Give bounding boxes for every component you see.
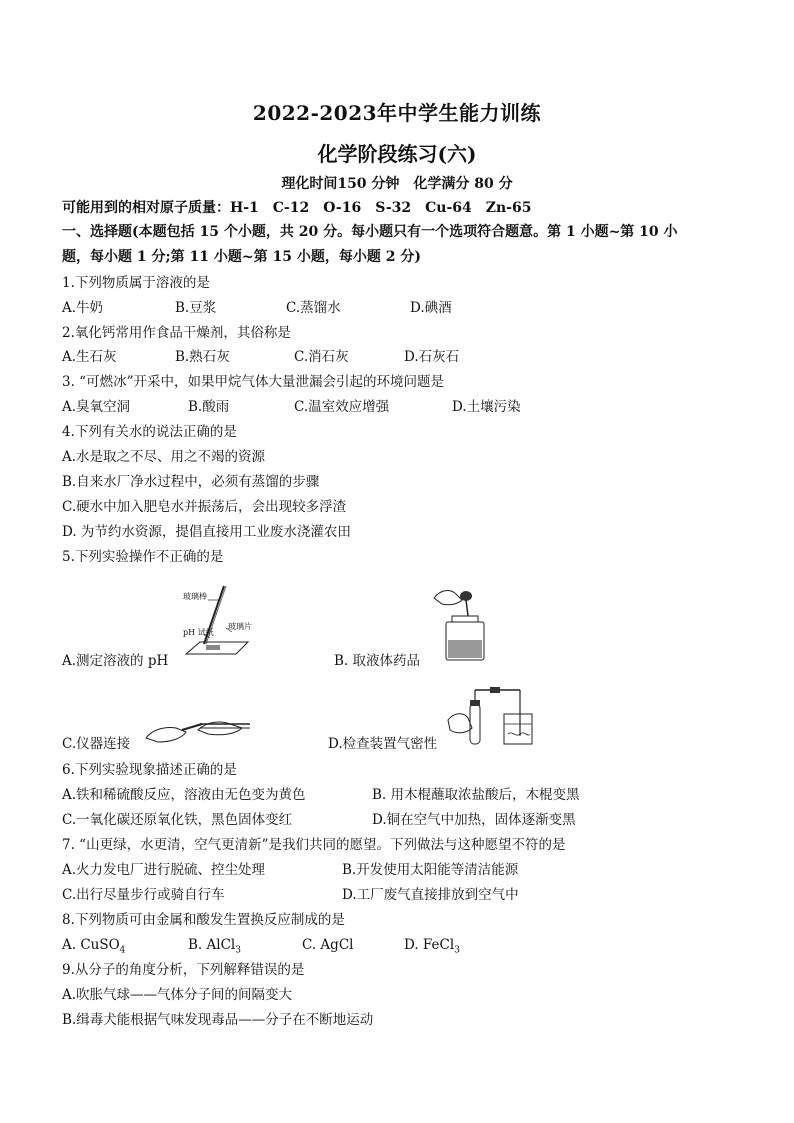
q6-option-c: C.一氧化碳还原氧化铁，黑色固体变红	[62, 812, 293, 828]
q3-option-a: A.臭氧空洞	[62, 399, 131, 415]
ph-figure-label-glass: 玻璃片	[228, 622, 252, 631]
q4-stem: 4.下列有关水的说法正确的是	[62, 424, 237, 440]
q7-option-b: B.开发使用太阳能等清洁能源	[342, 862, 519, 878]
q4-option-c: C.硬水中加入肥皂水并振荡后，会出现较多浮渣	[62, 499, 347, 515]
q3-stem: 3. “可燃冰”开采中，如果甲烷气体大量泄漏会引起的环境问题是	[62, 374, 444, 390]
q5-option-b: B. 取液体药品	[334, 653, 421, 669]
exam-title: 2022-2023年中学生能力训练	[252, 101, 542, 125]
q8-option-b: B. AlCl$_3$	[188, 937, 241, 956]
q8-stem: 8.下列物质可由金属和酸发生置换反应制成的是	[62, 912, 345, 928]
q7-stem: 7. “山更绿，水更清，空气更清新”是我们共同的愿望。下列做法与这种愿望不符的是	[62, 837, 566, 853]
q4-option-b: B.自来水厂净水过程中，必须有蒸馏的步骤	[62, 474, 320, 490]
q9-option-b: B.缉毒犬能根据气味发现毒品——分子在不断地运动	[62, 1012, 374, 1028]
q6-stem: 6.下列实验现象描述正确的是	[62, 762, 237, 778]
q7-option-d: D.工厂废气直接排放到空气中	[342, 887, 519, 903]
q3-option-b: B.酸雨	[188, 399, 230, 415]
q6-option-b: B. 用木棍蘸取浓盐酸后，木棍变黑	[372, 787, 580, 803]
q5-stem: 5.下列实验操作不正确的是	[62, 549, 224, 565]
q7-option-c: C.出行尽量步行或骑自行车	[62, 887, 225, 903]
tube-connect-figure	[142, 712, 252, 752]
q2-option-a: A.生石灰	[62, 349, 117, 365]
q2-option-b: B.熟石灰	[175, 349, 230, 365]
q7-option-a: A.火力发电厂进行脱硫、控尘处理	[62, 862, 266, 878]
airtight-check-figure	[444, 684, 536, 750]
q1-option-c: C.蒸馏水	[286, 300, 341, 316]
atomic-masses: 可能用到的相对原子质量：H-1 C-12 O-16 S-32 Cu-64 Zn-65	[62, 200, 532, 216]
q9-stem: 9.从分子的角度分析，下列解释错误的是	[62, 962, 305, 978]
q6-option-d: D.铜在空气中加热，固体逐渐变黑	[372, 812, 576, 828]
q1-option-a: A.牛奶	[62, 300, 104, 316]
q9-option-a: A.吹胀气球——气体分子间的间隔变大	[62, 987, 293, 1003]
dropper-bottle-figure	[428, 578, 484, 664]
q1-option-b: B.豆浆	[175, 300, 217, 316]
q3-option-c: C.温室效应增强	[294, 399, 390, 415]
q2-option-d: D.石灰石	[404, 349, 460, 365]
section-heading-line1: 一、选择题(本题包括 15 个小题，共 20 分。每小题只有一个选项符合题意。第 1 小题~第 10 小	[62, 224, 678, 240]
section-heading-line2: 题，每小题 1 分;第 11 小题~第 15 小题，每小题 2 分)	[62, 249, 421, 265]
q8-option-c: C. AgCl	[302, 937, 354, 953]
q4-option-d: D. 为节约水资源，提倡直接用工业废水浇灌农田	[62, 524, 351, 540]
q5-option-c: C.仪器连接	[62, 736, 131, 752]
q1-stem: 1.下列物质属于溶液的是	[62, 275, 210, 291]
q8-option-a: A. CuSO$_4$	[62, 937, 126, 956]
exam-subtitle: 化学阶段练习(六)	[317, 142, 477, 166]
ph-figure-label-paper: pH 试纸	[183, 628, 214, 637]
q5-option-d: D.检查装置气密性	[328, 736, 438, 752]
exam-meta: 理化时间150 分钟 化学满分 80 分	[281, 176, 513, 192]
q1-option-d: D.碘酒	[410, 300, 452, 316]
q4-option-a: A.水是取之不尽、用之不竭的资源	[62, 449, 266, 465]
q3-option-d: D.土壤污染	[452, 399, 521, 415]
q2-stem: 2.氧化钙常用作食品干燥剂，其俗称是	[62, 325, 291, 341]
q6-option-a: A.铁和稀硫酸反应，溶液由无色变为黄色	[62, 787, 306, 803]
q2-option-c: C.消石灰	[294, 349, 349, 365]
ph-figure-label-rod: 玻璃棒	[183, 592, 207, 601]
q8-option-d: D. FeCl$_3$	[404, 937, 460, 956]
q5-option-a: A.测定溶液的 pH	[62, 653, 169, 669]
